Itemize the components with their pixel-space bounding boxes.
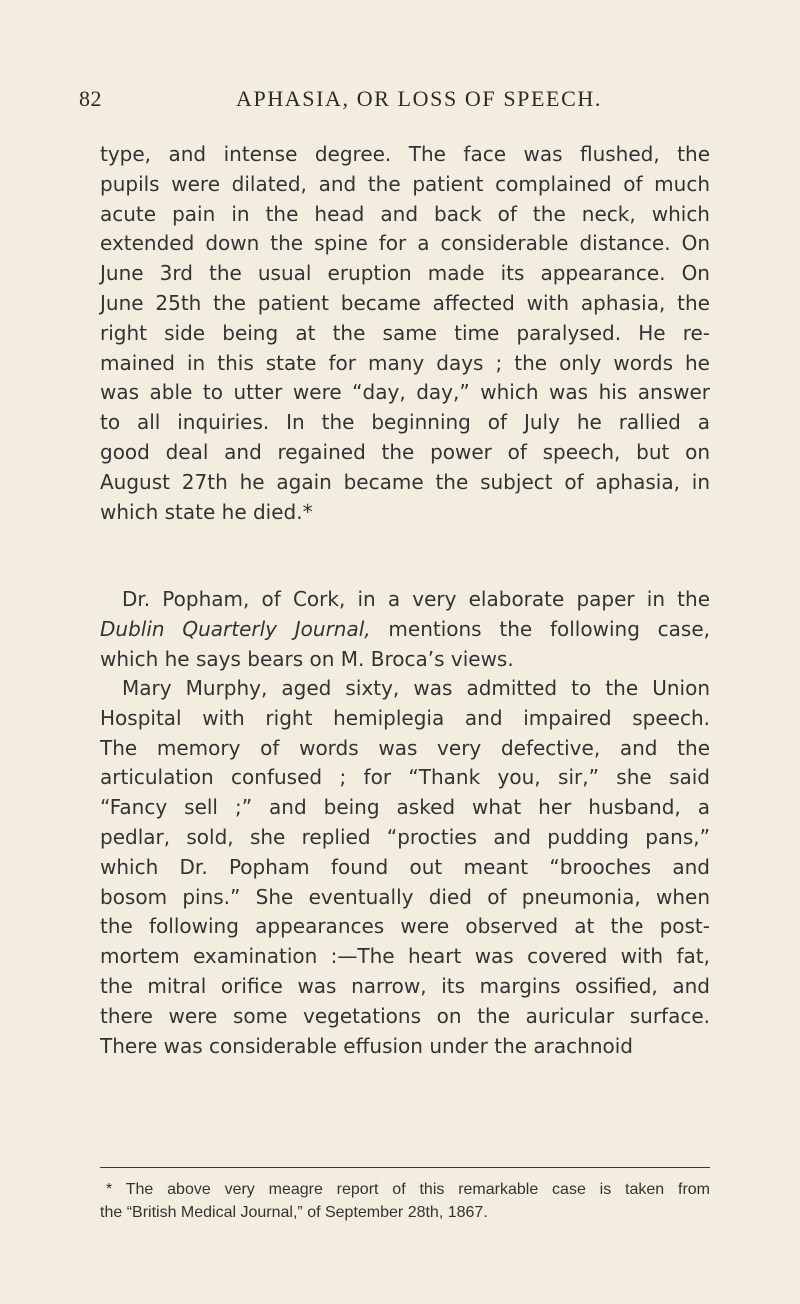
journal-title: Dublin Quarterly Journal, bbox=[100, 616, 371, 641]
text-line: Hospital with right hemiplegia and impaired speech. bbox=[100, 705, 710, 730]
paragraph-continuation bbox=[100, 140, 710, 527]
text-line: articulation confused ; for “Thank you, sir,” she said bbox=[100, 765, 710, 790]
text-line: June 3rd the usual eruption made its appearance. On bbox=[100, 261, 710, 286]
footnote-line: * The above very meagre report of this remarkable case is taken from bbox=[106, 1181, 710, 1198]
text-line: pupils were dilated, and the patient complained of much bbox=[100, 171, 710, 196]
text-line: August 27th he again became the subject of aphasia, in bbox=[100, 469, 710, 494]
text-line: there were some vegetations on the auricular surface. bbox=[100, 1003, 710, 1028]
running-title: APHASIA, OR LOSS OF SPEECH. bbox=[236, 86, 602, 111]
text-line: acute pain in the head and back of the neck, which bbox=[100, 201, 710, 226]
text-line: “Fancy sell ;” and being asked what her husband, a bbox=[100, 795, 710, 820]
text-line: the following appearances were observed at the post- bbox=[100, 914, 710, 939]
text-line: mortem examination :—The heart was covered with fat, bbox=[100, 944, 710, 969]
text-line: pedlar, sold, she replied “procties and pudding pans,” bbox=[100, 824, 710, 849]
text-line: which Dr. Popham found out meant “brooches and bbox=[100, 854, 710, 879]
page-number: 82 bbox=[79, 86, 102, 111]
text-line: Dr. Popham, of Cork, in a very elaborate paper in the bbox=[122, 587, 710, 611]
text-line: the mitral orifice was narrow, its margins ossified, and bbox=[100, 973, 710, 998]
text-line: right side being at the same time paralysed. He re- bbox=[100, 320, 710, 345]
text-line: mained in this state for many days ; the only words he bbox=[100, 350, 710, 375]
footnote-divider bbox=[100, 1167, 710, 1168]
text-line: June 25th the patient became affected with aphasia, the bbox=[100, 290, 710, 315]
paragraph-case bbox=[100, 674, 710, 1061]
text-line: which state he died.* bbox=[100, 499, 313, 524]
text-fragment: mentions the following case, bbox=[370, 616, 710, 641]
footnote bbox=[100, 1178, 710, 1224]
text-line bbox=[100, 615, 710, 645]
paragraph-popham bbox=[100, 585, 710, 674]
text-line: type, and intense degree. The face was flushed, the bbox=[100, 142, 710, 166]
footnote-line: the “British Medical Journal,” of September 28th, 1867. bbox=[100, 1204, 488, 1221]
text-line: which he says bears on M. Broca’s views. bbox=[100, 646, 514, 671]
text-line: extended down the spine for a considerable distance. On bbox=[100, 231, 710, 256]
text-line: Mary Murphy, aged sixty, was admitted to the Union bbox=[122, 676, 710, 700]
text-line: The memory of words was very defective, and the bbox=[100, 735, 710, 760]
text-line: good deal and regained the power of speech, but on bbox=[100, 439, 710, 464]
text-line: was able to utter were “day, day,” which was his answer bbox=[100, 380, 710, 405]
text-line: to all inquiries. In the beginning of July he rallied a bbox=[100, 410, 710, 435]
text-line: bosom pins.” She eventually died of pneumonia, when bbox=[100, 884, 710, 909]
text-line: There was considerable effusion under the arachnoid bbox=[100, 1033, 633, 1058]
